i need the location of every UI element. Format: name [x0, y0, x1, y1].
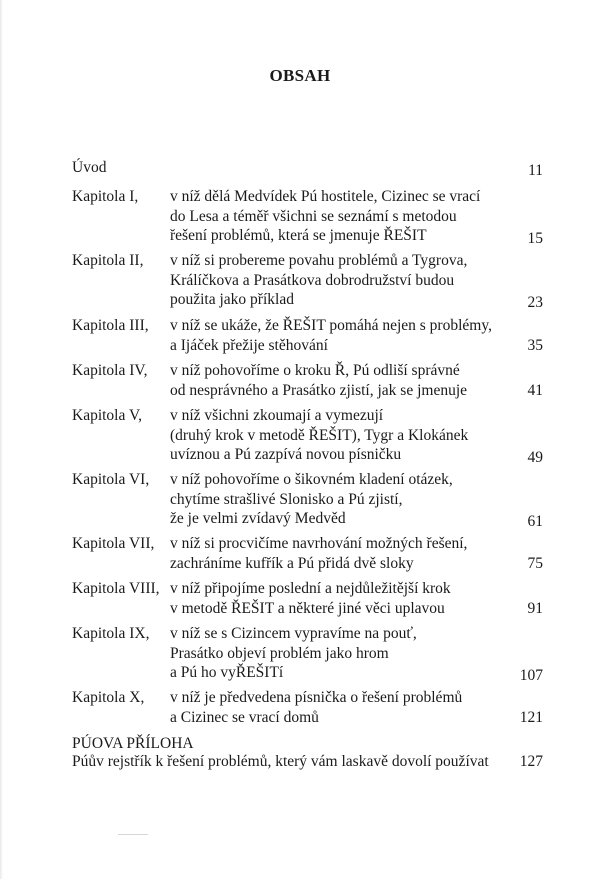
description-line: Prasátko objeví problém jako hrom [170, 644, 389, 662]
description-line: v níž všichni zkoumají a vymezují [170, 407, 384, 424]
toc-entry-label: Kapitola VIII, [72, 580, 160, 597]
toc-page-number: 15 [527, 230, 543, 247]
toc-page-number: 11 [528, 162, 543, 179]
toc-page-number: 23 [527, 294, 543, 311]
description-line: chytíme strašlivé Slonisko a Pú zjistí, [170, 490, 403, 508]
toc-entry-description [170, 406, 468, 465]
toc-page-number: 41 [527, 382, 543, 399]
toc-entry-label: Kapitola VI, [72, 471, 150, 488]
description-line: zachráníme kufřík a Pú přidá dvě sloky [170, 554, 414, 572]
toc-entry-description [170, 688, 462, 727]
description-line: v níž pohovoříme o kroku Ř, Pú odliší správné [170, 362, 460, 379]
description-line: od nesprávného a Prasátko zjistí, jak se jmenuje [170, 381, 468, 399]
description-line: v níž si probereme povahu problémů a Tygrova, [170, 252, 468, 269]
toc-entry-label: Kapitola VII, [72, 535, 155, 552]
description-line: v níž je předvedena písnička o řešení problémů [170, 689, 463, 706]
toc-page-number: 61 [527, 513, 543, 530]
toc-entry-description [170, 187, 480, 246]
toc-entry-label: Úvod [72, 159, 107, 176]
description-line: v níž dělá Medvídek Pú hostitele, Cizinec se vrací [170, 188, 481, 205]
description-line: že je velmi zvídavý Medvěd [170, 510, 346, 527]
description-line: uvíznou a Pú zazpívá novou písničku [170, 446, 402, 463]
toc-entry-label: Kapitola X, [72, 689, 145, 706]
toc-page-number: 107 [519, 667, 543, 684]
toc-entry-description [170, 361, 467, 400]
toc-entry-description [170, 579, 451, 618]
scan-smudge [118, 834, 148, 835]
description-line: v metodě ŘEŠIT a některé jiné věci uplavou [170, 599, 445, 617]
toc-page-number: 35 [527, 337, 543, 354]
description-line: v níž se ukáže, že ŘEŠIT pomáhá nejen s problémy, [170, 317, 492, 334]
description-line: v níž se s Cizincem vypravíme na pouť, [170, 625, 417, 642]
toc-entry-label: Kapitola I, [72, 188, 139, 205]
appendix-description: Púův rejstřík k řešení problémů, který vám laskavě dovolí používat [72, 753, 489, 770]
page-edge [0, 0, 3, 879]
description-line: v níž připojíme poslední a nejdůležitější krok [170, 580, 451, 597]
description-line: v níž pohovoříme o šikovném kladení otázek, [170, 471, 453, 488]
description-line: a Ijáček přežije stěhování [170, 336, 328, 354]
toc-entry-label: Kapitola III, [72, 317, 149, 334]
toc-entry-description [170, 251, 467, 310]
description-line: (druhý krok v metodě ŘEŠIT), Tygr a Klokánek [170, 426, 469, 444]
toc-page-number: 121 [519, 709, 543, 726]
toc-entry-description [170, 470, 453, 529]
toc-entry-description [170, 534, 467, 573]
description-line: použita jako příklad [170, 291, 294, 308]
toc-entry-label: Kapitola IX, [72, 625, 150, 642]
toc-entry-label: Kapitola V, [72, 407, 143, 424]
toc-page-number: 49 [527, 449, 543, 466]
appendix-heading: PÚOVA PŘÍLOHA [72, 735, 194, 752]
toc-entry-description [170, 624, 417, 683]
description-line: v níž si procvičíme navrhování možných řešení, [170, 535, 468, 552]
toc-entry-label: Kapitola II, [72, 252, 144, 269]
description-line: a Cizinec se vrací domů [170, 708, 319, 726]
description-line: do Lesa a téměř všichni se seznámí s metodou [170, 207, 457, 225]
toc-page-number: 127 [519, 753, 543, 770]
toc-page-number: 75 [527, 555, 543, 572]
page-title: OBSAH [269, 66, 331, 85]
toc-page-number: 91 [527, 600, 543, 617]
toc-entry-description [170, 316, 492, 355]
description-line: a Pú ho vyŘEŠITí [170, 664, 284, 681]
toc-entry-label: Kapitola IV, [72, 362, 148, 379]
description-line: Králíčkova a Prasátkova dobrodružství budou [170, 271, 455, 289]
description-line: řešení problémů, která se jmenuje ŘEŠIT [170, 227, 427, 244]
